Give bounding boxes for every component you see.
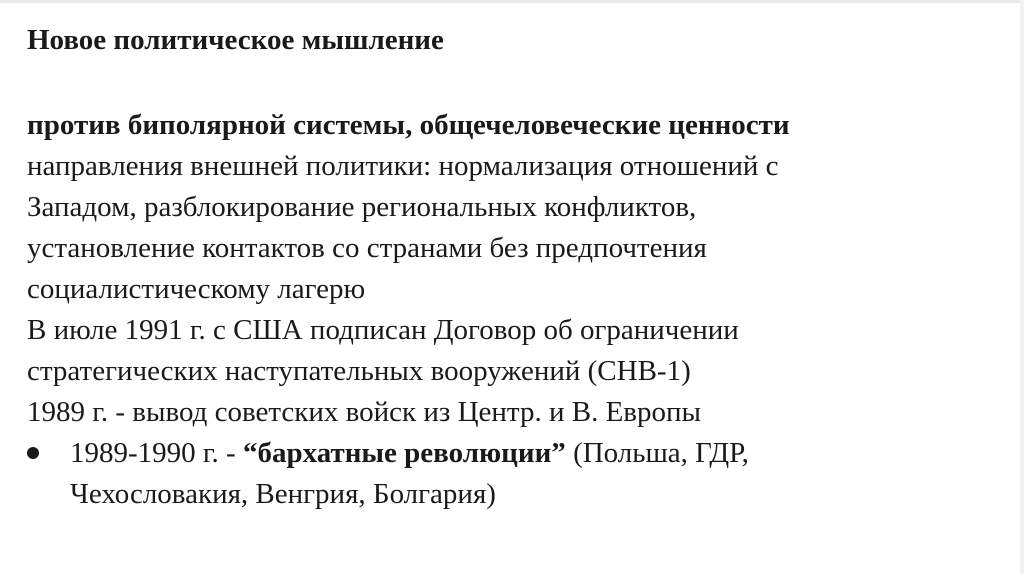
paragraph-line: Западом, разблокирование региональных конфликтов, — [27, 191, 697, 223]
paragraph-line: установление контактов со странами без предпочтения — [27, 232, 707, 264]
paragraph-line: В июле 1991 г. с США подписан Договор об ограничении — [27, 314, 739, 346]
bullet-suffix: (Польша, ГДР, — [565, 437, 749, 469]
bullet-prefix: 1989-1990 г. - — [70, 437, 243, 469]
slide-title: Новое политическое мышление — [27, 24, 444, 56]
heading-line: против биполярной системы, общечеловеческие ценности — [27, 109, 790, 141]
bullet-dot-icon — [27, 447, 39, 459]
bullet-line-1 — [70, 433, 1017, 474]
top-divider — [0, 0, 1024, 3]
bullet-item — [27, 433, 1017, 515]
paragraph-line: социалистическому лагерю — [27, 273, 366, 305]
paragraph-line: направления внешней политики: нормализация отношений с — [27, 150, 779, 182]
bullet-line-2: Чехословакия, Венгрия, Болгария) — [70, 478, 496, 510]
paragraph-line: 1989 г. - вывод советских войск из Центр. и В. Европы — [27, 396, 701, 428]
bullet-emphasis: “бархатные революции” — [242, 437, 566, 469]
slide-body — [27, 105, 1017, 515]
paragraph-line: стратегических наступательных вооружений (СНВ-1) — [27, 355, 691, 387]
right-edge-strip — [1020, 0, 1024, 574]
